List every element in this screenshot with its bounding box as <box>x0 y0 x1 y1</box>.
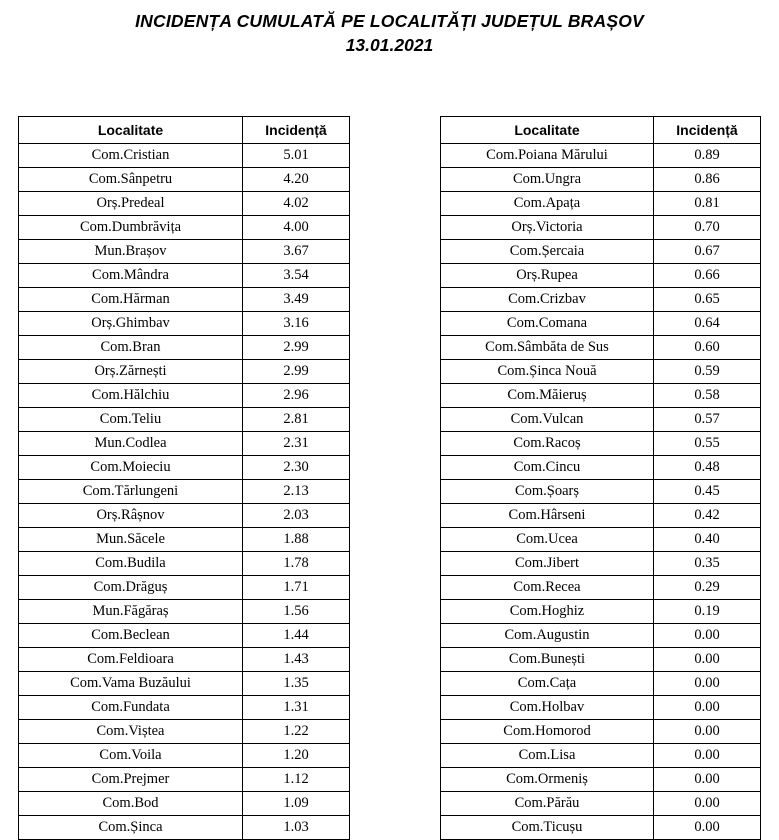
cell-locality: Com.Bunești <box>441 648 654 672</box>
cell-incidence: 0.19 <box>654 600 761 624</box>
cell-locality: Com.Tărlungeni <box>19 480 243 504</box>
table-row <box>19 336 350 360</box>
cell-incidence: 1.71 <box>243 576 350 600</box>
cell-locality: Mun.Brașov <box>19 240 243 264</box>
cell-locality: Mun.Săcele <box>19 528 243 552</box>
cell-incidence: 0.00 <box>654 648 761 672</box>
table-body-right <box>441 144 761 840</box>
cell-locality: Com.Dumbrăvița <box>19 216 243 240</box>
table-row <box>19 432 350 456</box>
table-row <box>19 576 350 600</box>
table-row <box>441 672 761 696</box>
table-row <box>441 504 761 528</box>
cell-locality: Com.Bran <box>19 336 243 360</box>
table-row <box>19 552 350 576</box>
table-row <box>441 576 761 600</box>
cell-locality: Mun.Codlea <box>19 432 243 456</box>
cell-locality: Com.Ungra <box>441 168 654 192</box>
cell-locality: Com.Vulcan <box>441 408 654 432</box>
cell-incidence: 2.31 <box>243 432 350 456</box>
cell-incidence: 2.81 <box>243 408 350 432</box>
table-row <box>441 240 761 264</box>
cell-incidence: 1.56 <box>243 600 350 624</box>
table-row <box>441 144 761 168</box>
table-row <box>19 528 350 552</box>
cell-incidence: 0.67 <box>654 240 761 264</box>
cell-locality: Com.Ucea <box>441 528 654 552</box>
cell-locality: Orș.Rupea <box>441 264 654 288</box>
cell-incidence: 1.12 <box>243 768 350 792</box>
table-row <box>441 360 761 384</box>
cell-locality: Orș.Predeal <box>19 192 243 216</box>
cell-locality: Com.Homorod <box>441 720 654 744</box>
table-row <box>19 624 350 648</box>
cell-incidence: 0.89 <box>654 144 761 168</box>
table-row <box>19 408 350 432</box>
column-header-locality: Localitate <box>19 117 243 144</box>
table-row <box>19 192 350 216</box>
table-row <box>441 480 761 504</box>
table-row <box>441 744 761 768</box>
table-row <box>19 312 350 336</box>
cell-locality: Com.Recea <box>441 576 654 600</box>
cell-locality: Com.Holbav <box>441 696 654 720</box>
table-row <box>19 240 350 264</box>
cell-incidence: 0.35 <box>654 552 761 576</box>
table-row <box>441 384 761 408</box>
cell-locality: Orș.Râșnov <box>19 504 243 528</box>
table-row <box>441 216 761 240</box>
table-row <box>441 312 761 336</box>
cell-incidence: 1.78 <box>243 552 350 576</box>
incidence-table-left <box>18 116 350 840</box>
page-title <box>0 0 779 57</box>
cell-incidence: 0.45 <box>654 480 761 504</box>
cell-incidence: 3.49 <box>243 288 350 312</box>
cell-incidence: 2.99 <box>243 336 350 360</box>
table-row <box>19 264 350 288</box>
cell-incidence: 1.22 <box>243 720 350 744</box>
cell-incidence: 0.64 <box>654 312 761 336</box>
table-row <box>19 816 350 840</box>
cell-locality: Com.Crizbav <box>441 288 654 312</box>
cell-incidence: 1.43 <box>243 648 350 672</box>
cell-incidence: 2.99 <box>243 360 350 384</box>
table-row <box>19 768 350 792</box>
table-row <box>19 696 350 720</box>
table-row <box>441 600 761 624</box>
table-row <box>441 336 761 360</box>
cell-incidence: 0.00 <box>654 744 761 768</box>
cell-incidence: 1.20 <box>243 744 350 768</box>
cell-incidence: 0.00 <box>654 792 761 816</box>
cell-incidence: 1.35 <box>243 672 350 696</box>
cell-incidence: 0.65 <box>654 288 761 312</box>
cell-locality: Com.Poiana Mărului <box>441 144 654 168</box>
table-row <box>441 288 761 312</box>
cell-incidence: 4.20 <box>243 168 350 192</box>
cell-locality: Com.Drăguș <box>19 576 243 600</box>
cell-locality: Com.Voila <box>19 744 243 768</box>
cell-incidence: 0.29 <box>654 576 761 600</box>
cell-locality: Com.Fundata <box>19 696 243 720</box>
table-header-row <box>441 117 761 144</box>
table-row <box>441 408 761 432</box>
cell-incidence: 0.66 <box>654 264 761 288</box>
cell-locality: Com.Feldioara <box>19 648 243 672</box>
cell-locality: Orș.Ghimbav <box>19 312 243 336</box>
table-row <box>441 696 761 720</box>
cell-locality: Com.Viștea <box>19 720 243 744</box>
cell-locality: Com.Beclean <box>19 624 243 648</box>
table-row <box>19 648 350 672</box>
cell-incidence: 2.13 <box>243 480 350 504</box>
table-row <box>19 384 350 408</box>
cell-incidence: 1.09 <box>243 792 350 816</box>
title-date: 13.01.2021 <box>345 34 434 55</box>
incidence-tables <box>0 116 779 840</box>
cell-locality: Com.Budila <box>19 552 243 576</box>
cell-locality: Com.Măieruș <box>441 384 654 408</box>
cell-incidence: 2.30 <box>243 456 350 480</box>
cell-incidence: 3.16 <box>243 312 350 336</box>
table-row <box>441 648 761 672</box>
table-row <box>19 144 350 168</box>
cell-locality: Com.Apața <box>441 192 654 216</box>
table-row <box>19 600 350 624</box>
table-row <box>441 528 761 552</box>
table-row <box>19 504 350 528</box>
cell-incidence: 0.57 <box>654 408 761 432</box>
cell-incidence: 0.00 <box>654 720 761 744</box>
cell-incidence: 0.81 <box>654 192 761 216</box>
cell-locality: Com.Hoghiz <box>441 600 654 624</box>
table-row <box>19 792 350 816</box>
cell-incidence: 1.03 <box>243 816 350 840</box>
cell-locality: Com.Jibert <box>441 552 654 576</box>
table-row <box>441 192 761 216</box>
cell-locality: Orș.Victoria <box>441 216 654 240</box>
cell-locality: Com.Racoș <box>441 432 654 456</box>
cell-incidence: 5.01 <box>243 144 350 168</box>
table-row <box>441 432 761 456</box>
cell-incidence: 0.58 <box>654 384 761 408</box>
cell-incidence: 1.44 <box>243 624 350 648</box>
cell-incidence: 0.70 <box>654 216 761 240</box>
cell-locality: Com.Prejmer <box>19 768 243 792</box>
table-row <box>19 216 350 240</box>
cell-locality: Com.Teliu <box>19 408 243 432</box>
column-header-incidence: Incidență <box>654 117 761 144</box>
cell-locality: Com.Cincu <box>441 456 654 480</box>
table-row <box>441 768 761 792</box>
cell-locality: Com.Șinca Nouă <box>441 360 654 384</box>
incidence-table-right <box>440 116 761 840</box>
cell-incidence: 0.00 <box>654 816 761 840</box>
cell-incidence: 0.40 <box>654 528 761 552</box>
table-header-row <box>19 117 350 144</box>
cell-locality: Com.Comana <box>441 312 654 336</box>
cell-incidence: 0.42 <box>654 504 761 528</box>
table-row <box>441 624 761 648</box>
table-row <box>19 360 350 384</box>
cell-locality: Com.Sâmbăta de Sus <box>441 336 654 360</box>
cell-locality: Com.Lisa <box>441 744 654 768</box>
cell-incidence: 0.86 <box>654 168 761 192</box>
cell-locality: Mun.Făgăraș <box>19 600 243 624</box>
cell-incidence: 4.00 <box>243 216 350 240</box>
column-header-locality: Localitate <box>441 117 654 144</box>
cell-locality: Com.Hărman <box>19 288 243 312</box>
cell-incidence: 0.00 <box>654 696 761 720</box>
cell-incidence: 2.96 <box>243 384 350 408</box>
column-header-incidence: Incidență <box>243 117 350 144</box>
cell-locality: Com.Mândra <box>19 264 243 288</box>
cell-locality: Orș.Zărnești <box>19 360 243 384</box>
table-row <box>441 168 761 192</box>
table-body-left <box>19 144 350 840</box>
table-row <box>19 744 350 768</box>
cell-locality: Com.Ticușu <box>441 816 654 840</box>
table-row <box>19 480 350 504</box>
cell-incidence: 3.67 <box>243 240 350 264</box>
cell-incidence: 0.00 <box>654 672 761 696</box>
table-row <box>19 288 350 312</box>
table-row <box>441 816 761 840</box>
cell-incidence: 0.48 <box>654 456 761 480</box>
cell-locality: Com.Hârseni <box>441 504 654 528</box>
table-row <box>441 456 761 480</box>
cell-locality: Com.Ormeniș <box>441 768 654 792</box>
cell-locality: Com.Augustin <box>441 624 654 648</box>
cell-incidence: 1.88 <box>243 528 350 552</box>
cell-locality: Com.Bod <box>19 792 243 816</box>
cell-incidence: 0.60 <box>654 336 761 360</box>
cell-locality: Com.Moieciu <box>19 456 243 480</box>
cell-locality: Com.Părău <box>441 792 654 816</box>
table-row <box>19 168 350 192</box>
cell-locality: Com.Șercaia <box>441 240 654 264</box>
table-row <box>441 552 761 576</box>
cell-incidence: 1.31 <box>243 696 350 720</box>
cell-incidence: 0.00 <box>654 624 761 648</box>
cell-incidence: 3.54 <box>243 264 350 288</box>
cell-incidence: 0.00 <box>654 768 761 792</box>
table-row <box>19 456 350 480</box>
cell-incidence: 2.03 <box>243 504 350 528</box>
cell-locality: Com.Șoarș <box>441 480 654 504</box>
table-row <box>19 672 350 696</box>
cell-incidence: 4.02 <box>243 192 350 216</box>
cell-locality: Com.Cristian <box>19 144 243 168</box>
table-row <box>441 792 761 816</box>
cell-incidence: 0.55 <box>654 432 761 456</box>
cell-incidence: 0.59 <box>654 360 761 384</box>
table-row <box>19 720 350 744</box>
cell-locality: Com.Sânpetru <box>19 168 243 192</box>
cell-locality: Com.Cața <box>441 672 654 696</box>
table-row <box>441 720 761 744</box>
title-line-1: INCIDENȚA CUMULATĂ PE LOCALITĂȚI JUDEȚUL BRAȘOV <box>135 11 644 31</box>
table-row <box>441 264 761 288</box>
cell-locality: Com.Vama Buzăului <box>19 672 243 696</box>
cell-locality: Com.Hălchiu <box>19 384 243 408</box>
cell-locality: Com.Șinca <box>19 816 243 840</box>
